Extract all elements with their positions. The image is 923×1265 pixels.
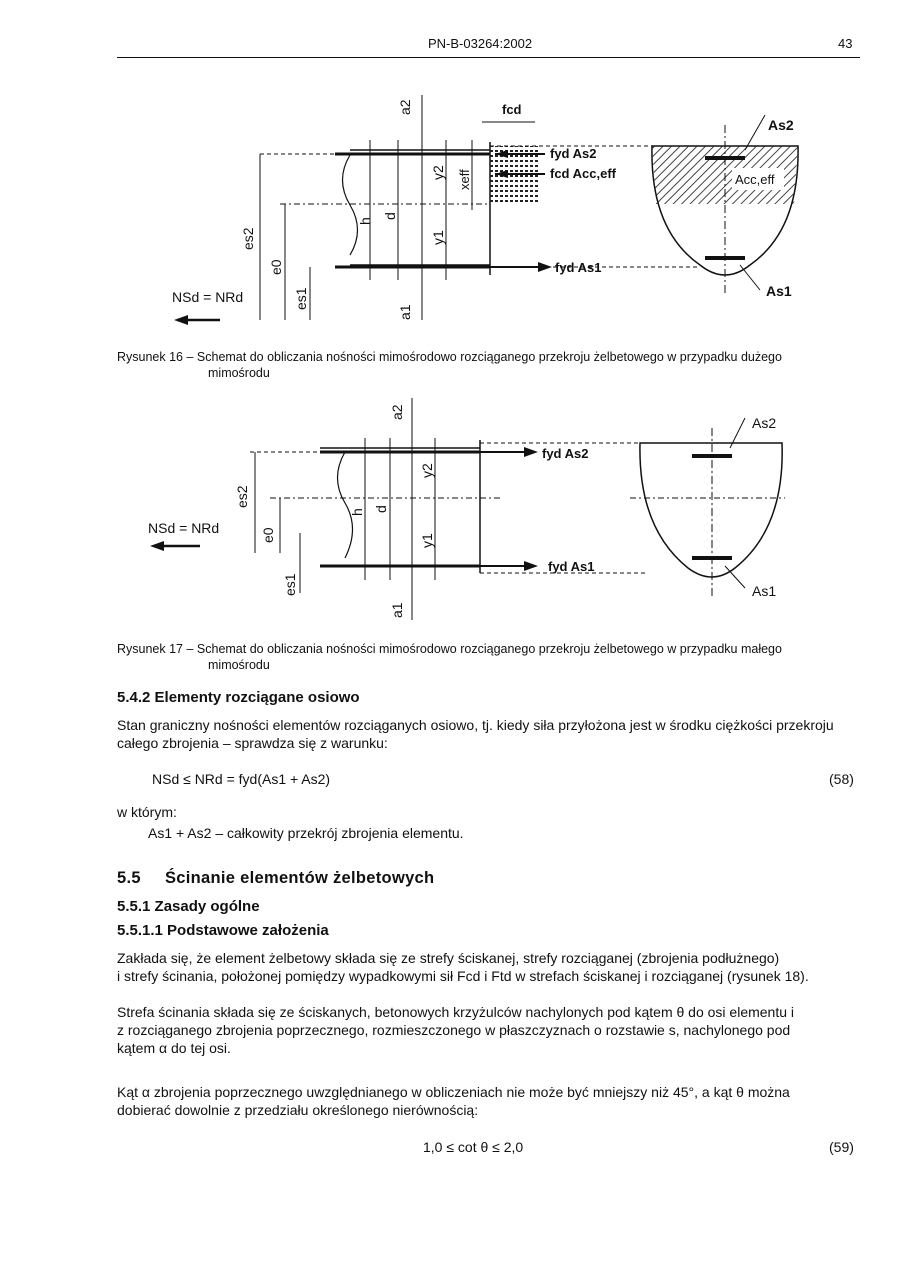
- equation-58-number: (58): [829, 771, 854, 787]
- fig16-a1: a1: [397, 304, 413, 320]
- para-542-line2: całego zbrojenia – sprawdza się z warunku:: [117, 735, 388, 751]
- fig16-fydAs2: fyd As2: [550, 146, 597, 161]
- para-542-line1: Stan graniczny nośności elementów rozciąganych osiowo, tj. kiedy siła przyłożona jest w środku ciężkości przekroju: [117, 717, 834, 733]
- heading-5-5-1-1: 5.5.1.1 Podstawowe założenia: [117, 922, 329, 939]
- figure-17-caption-line1: Rysunek 17 – Schemat do obliczania nośności mimośrodowo rozciąganego przekroju żelbetowego w przypadku małego: [117, 642, 782, 656]
- figure-17-diagram: [140, 388, 820, 628]
- heading-5-5: Ścinanie elementów żelbetowych: [165, 869, 435, 887]
- fig16-fcd: fcd: [502, 102, 522, 117]
- fig16-es1: es1: [293, 287, 309, 310]
- fig17-d: d: [373, 505, 389, 513]
- fig16-fcdAcc: fcd Acc,eff: [550, 166, 616, 181]
- fig16-es2: es2: [240, 227, 256, 250]
- para-5511-2-line2: z rozciąganego zbrojenia poprzecznego, rozmieszczonego w płaszczyznach o rozstawie s, nachylonego pod: [117, 1022, 791, 1038]
- figure-16-caption-line2: mimośrodu: [208, 366, 270, 380]
- fig17-es2: es2: [234, 485, 250, 508]
- fig17-a1: a1: [389, 602, 405, 618]
- equation-58: NSd ≤ NRd = fyd(As1 + As2): [152, 771, 331, 787]
- fig16-fydAs1: fyd As1: [555, 260, 602, 275]
- fig17-y2: y2: [419, 463, 435, 478]
- heading-5-5-number: 5.5: [117, 869, 141, 887]
- fig17-a2: a2: [389, 404, 405, 420]
- equation-59: 1,0 ≤ cot θ ≤ 2,0: [423, 1139, 524, 1155]
- fig17-h: h: [349, 508, 365, 516]
- fig16-Acceff: Acc,eff: [735, 172, 775, 187]
- fig16-y2: y2: [430, 165, 446, 180]
- fig16-e0: e0: [268, 259, 284, 275]
- fig16-As1: As1: [766, 283, 792, 299]
- figure-17-caption-line2: mimośrodu: [208, 658, 270, 672]
- page-number: 43: [838, 36, 853, 51]
- para-5511-1-line1: Zakłada się, że element żelbetowy składa się ze strefy ściskanej, strefy rozciąganej (zbrojenia podłużnego): [117, 950, 780, 966]
- fig17-y1: y1: [419, 533, 435, 548]
- fig17-es1: es1: [282, 573, 298, 596]
- fig17-NSd: NSd = NRd: [148, 520, 220, 536]
- fig16-d: d: [382, 212, 398, 220]
- para-5511-1-line2: i strefy ścinania, położonej pomiędzy wypadkowymi sił Fcd i Ftd w strefach ściskanej i rozciąganej (rysunek 18).: [117, 968, 809, 984]
- heading-5-5-1: 5.5.1 Zasady ogólne: [117, 898, 260, 915]
- where-definition: As1 + As2 – całkowity przekrój zbrojenia elementu.: [148, 825, 464, 841]
- figure-16-caption-line1: Rysunek 16 – Schemat do obliczania nośności mimośrodowo rozciąganego przekroju żelbetowego w przypadku dużego: [117, 350, 782, 364]
- fig17-As1: As1: [752, 583, 777, 599]
- fig17-fydAs2: fyd As2: [542, 446, 589, 461]
- header-rule: [117, 57, 860, 58]
- fig16-a2: a2: [397, 99, 413, 115]
- where-label: w którym:: [117, 804, 177, 820]
- fig16-y1: y1: [430, 230, 446, 245]
- fig16-xeff: xeff: [457, 169, 472, 190]
- fig17-As2: As2: [752, 415, 777, 431]
- equation-59-number: (59): [829, 1139, 854, 1155]
- para-5511-3-line2: dobierać dowolnie z przedziału określonego nierównością:: [117, 1102, 479, 1118]
- para-5511-2-line1: Strefa ścinania składa się ze ściskanych, betonowych krzyżulców nachylonych pod kątem θ do osi elementu i: [117, 1004, 795, 1020]
- heading-5-4-2: 5.4.2 Elementy rozciągane osiowo: [117, 689, 360, 706]
- fig16-h: h: [357, 217, 373, 225]
- fig17-e0: e0: [260, 527, 276, 543]
- standard-code: PN-B-03264:2002: [428, 36, 533, 51]
- para-5511-3-line1: Kąt α zbrojenia poprzecznego uwzględnianego w obliczeniach nie może być mniejszy niż 45°, a kąt θ można: [117, 1084, 790, 1100]
- fig16-As2: As2: [768, 117, 794, 133]
- fig17-fydAs1: fyd As1: [548, 559, 595, 574]
- figure-16-diagram: [160, 80, 820, 340]
- fig16-NSd: NSd = NRd: [172, 289, 244, 305]
- para-5511-2-line3: kątem α do tej osi.: [117, 1040, 231, 1056]
